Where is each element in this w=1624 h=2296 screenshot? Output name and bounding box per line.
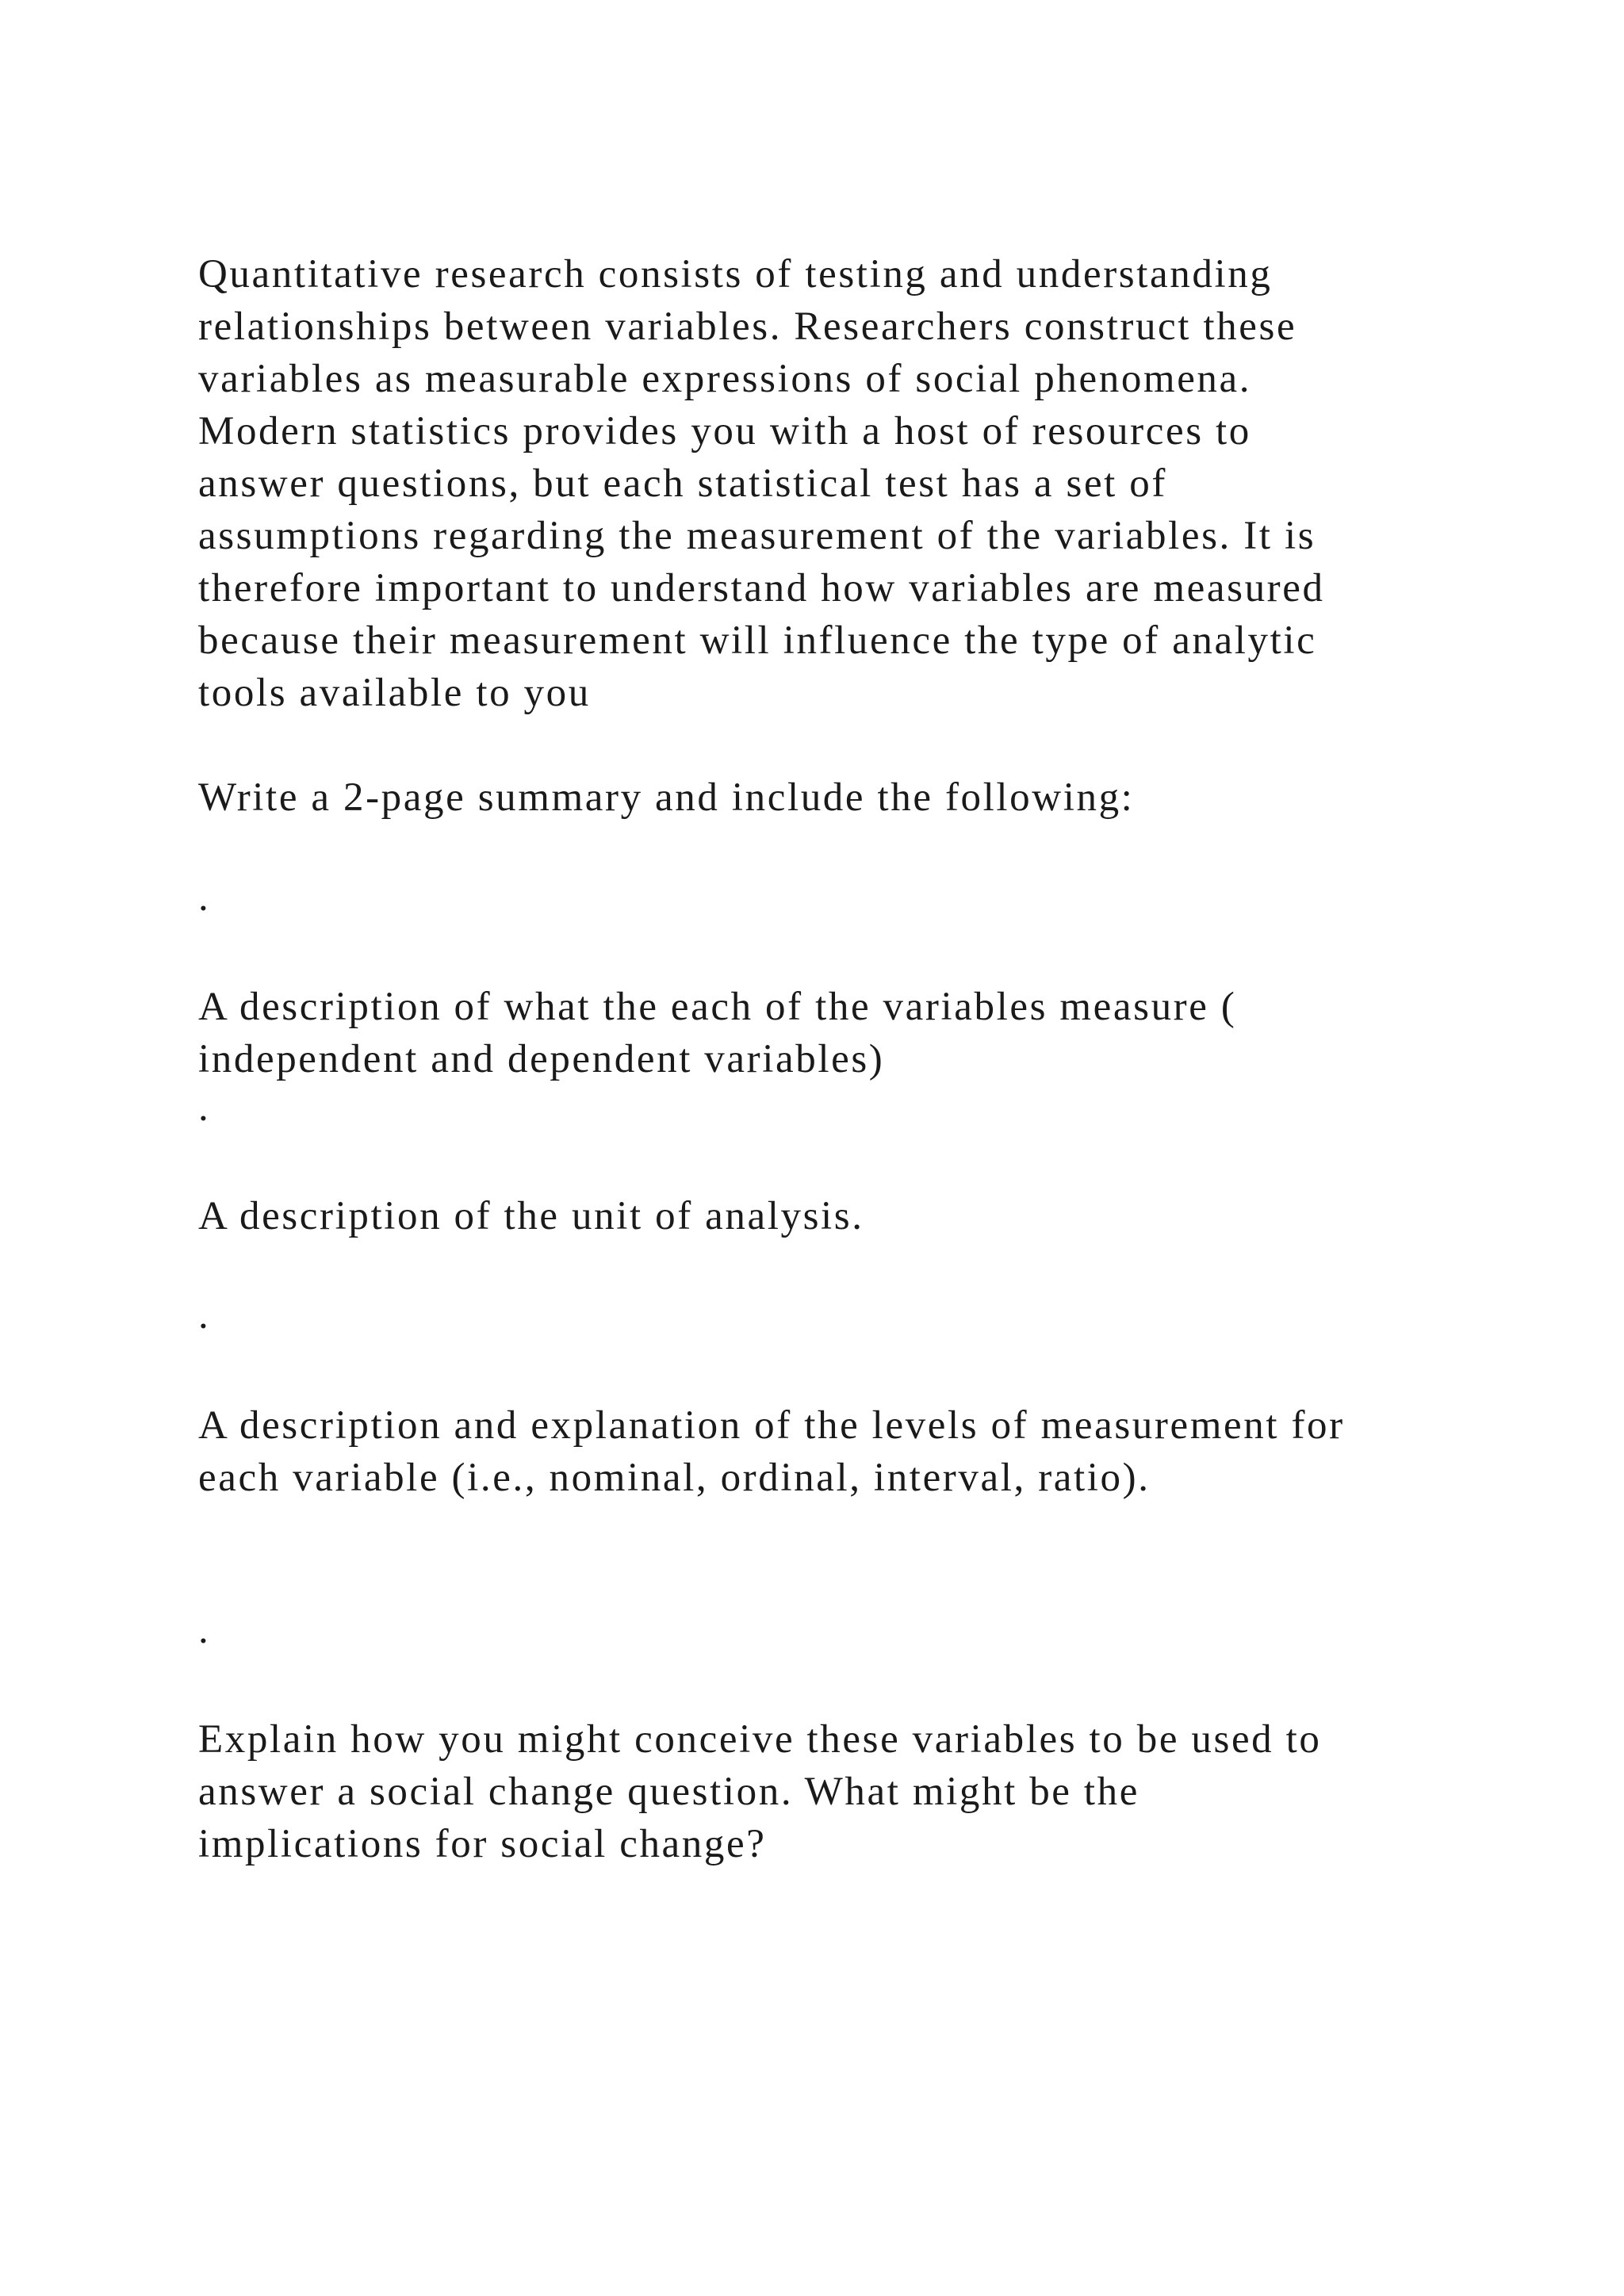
list-item-line: Explain how you might conceive these variables to be used to <box>198 1717 1322 1762</box>
intro-line: answer questions, but each statistical test has a set of <box>198 461 1167 506</box>
list-item-line: A description of what the each of the variables measure ( <box>198 985 1237 1029</box>
list-item-line: A description and explanation of the levels of measurement for <box>198 1403 1345 1448</box>
list-item-line: A description of the unit of analysis. <box>198 1194 864 1238</box>
intro-line: assumptions regarding the measurement of the variables. It is <box>198 514 1316 558</box>
list-item-line: each variable (i.e., nominal, ordinal, interval, ratio). <box>198 1456 1151 1500</box>
intro-line: Modern statistics provides you with a host of resources to <box>198 409 1251 453</box>
intro-line: Quantitative research consists of testing and understanding <box>198 252 1273 297</box>
assignment-instruction: Write a 2-page summary and include the following: <box>198 775 1135 820</box>
intro-line: tools available to you <box>198 671 591 715</box>
list-item-line: answer a social change question. What might be the <box>198 1770 1139 1814</box>
bullet-marker: . <box>198 1085 209 1130</box>
intro-line: variables as measurable expressions of social phenomena. <box>198 357 1252 401</box>
intro-line: therefore important to understand how variables are measured <box>198 566 1325 610</box>
list-item-line: independent and dependent variables) <box>198 1037 885 1081</box>
bullet-marker: . <box>198 1608 209 1652</box>
bullet-marker: . <box>198 875 209 920</box>
intro-line: because their measurement will influence the type of analytic <box>198 618 1317 663</box>
bullet-marker: . <box>198 1293 209 1337</box>
intro-line: relationships between variables. Researchers construct these <box>198 304 1297 349</box>
list-item-line: implications for social change? <box>198 1822 767 1866</box>
